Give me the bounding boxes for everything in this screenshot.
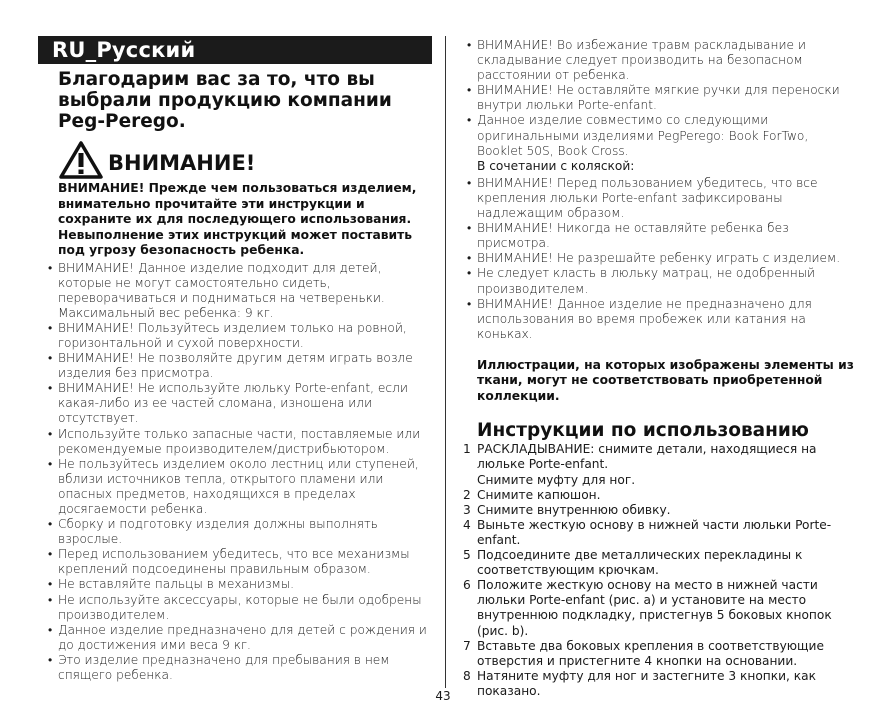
safety-item: • ВНИМАНИЕ! Перед пользованием убедитесь, что все крепления люльки Porte-enfant зафиксированы надлежащим образом. [463,176,855,221]
safety-list [38,261,436,684]
step-number: 7 [463,638,471,653]
step-text: Натяните муфту для ног и застегните 3 кнопки, как показано. [477,668,816,698]
warning-intro: ВНИМАНИЕ! Прежде чем пользоваться изделием, внимательно прочитайте эти инструкции и сохраните их для последующего использования. Невыполнение этих инструкций может поставить под угрозу безопасность ребенка. [58,181,417,257]
step-item [463,518,855,548]
step-item [463,488,855,503]
step-number: 4 [463,517,471,532]
safety-item: • Используйте только запасные части, поставляемые или рекомендуемые производителем/дистрибьютором. [38,427,436,457]
step-item [463,578,855,638]
safety-item: • Не вставляйте пальцы в механизмы. [38,577,436,592]
step-item [463,473,855,488]
step-text: РАСКЛАДЫВАНИЕ: снимите детали, находящиеся на люльке Porte-enfant. [477,442,817,472]
safety-item: • Это изделие предназначено для пребывания в нем спящего ребенка. [38,653,436,683]
step-text: Подсоедините две металлических перекладины к соответствующим крючкам. [477,548,803,578]
safety-item: • Перед использованием убедитесь, что все механизмы креплений подсоединены правильным образом. [38,547,436,577]
safety-item: • ВНИМАНИЕ! Не позволяйте другим детям играть возле изделия без присмотра. [38,351,436,381]
warning-title: ВНИМАНИЕ! [108,151,256,175]
warning-heading [58,140,436,180]
step-item [463,548,855,578]
safety-item: • ВНИМАНИЕ! Не используйте люльку Porte-enfant, если какая-либо из ее частей сломана, изношена или отсутствует. [38,381,436,426]
step-number: 8 [463,668,471,683]
instructions-title: Инструкции по использованию [477,420,809,442]
step-item [463,442,855,472]
step-text: Снимите капюшон. [477,487,601,502]
step-number: 5 [463,548,471,563]
safety-item: • ВНИМАНИЕ! Данное изделие подходит для детей, которые не могут самостоятельно сидеть, переворачиваться и подниматься на четвереньки. Максимальный вес ребенка: 9 кг. [38,261,436,321]
step-text: Выньте жесткую основу в нижней части люльки Porte-enfant. [477,517,832,547]
fabric-note: Иллюстрации, на которых изображены элементы из ткани, могут не соответствовать приобретенной коллекции. [477,357,854,403]
safety-item: • ВНИМАНИЕ! Данное изделие не предназначено для использования во время пробежек или катания на коньках. [463,297,855,342]
thanks-heading: Благодарим вас за то, что вы выбрали продукцию компании Peg-Perego. [58,69,392,132]
right-column [463,36,855,699]
stroller-safety-list [463,176,855,342]
safety-item: • Не следует класть в люльку матрац, не одобренный производителем. [463,266,855,296]
step-text: Вставьте два боковых крепления в соответствующие отверстия и пристегните 4 кнопки на основании. [477,638,824,668]
stroller-note: В сочетании с коляской: [477,158,635,173]
language-header: RU_Русский [38,36,432,64]
step-number: 1 [463,442,471,457]
step-number: 6 [463,578,471,593]
step-text: Снимите муфту для ног. [477,472,636,487]
safety-item: • ВНИМАНИЕ! Пользуйтесь изделием только на ровной, горизонтальной и сухой поверхности. [38,321,436,351]
safety-item: • ВНИМАНИЕ! Не разрешайте ребенку играть с изделием. [463,251,855,266]
step-text: Положите жесткую основу на место в нижней части люльки Porte-enfant (рис. а) и установите на место внутреннюю подкладку, пристегнув 5 боковых кнопок (рис. b). [477,578,832,638]
safety-item: • ВНИМАНИЕ! Во избежание травм раскладывание и складывание следует производить на безопасном расстоянии от ребенка. [463,38,855,83]
safety-item: • Не используйте аксессуары, которые не были одобрены производителем. [38,593,436,623]
left-column [38,36,436,683]
step-item [463,503,855,518]
warning-triangle-icon [58,140,104,180]
step-text: Снимите внутреннюю обивку. [477,502,671,517]
column-divider [445,36,446,688]
step-item [463,639,855,669]
safety-item: • ВНИМАНИЕ! Никогда не оставляйте ребенка без присмотра. [463,221,855,251]
instruction-steps [463,442,855,699]
page-number: 43 [435,689,451,703]
safety-item: • ВНИМАНИЕ! Не оставляйте мягкие ручки для переноски внутри люльки Porte-enfant. [463,83,855,113]
safety-item: • Не пользуйтесь изделием около лестниц или ступеней, вблизи источников тепла, открытого пламени или опасных предметов, находящихся в пределах досягаемости ребенка. [38,457,436,517]
safety-list-continued [463,38,855,159]
step-number: 2 [463,487,471,502]
step-number: 3 [463,502,471,517]
safety-item: • Данное изделие предназначено для детей с рождения и до достижения ими веса 9 кг. [38,623,436,653]
safety-item: • Данное изделие совместимо со следующими оригинальными изделиями PegPerego: Book ForTwo, Booklet 50S, Book Cross. [463,113,855,158]
safety-item: • Сборку и подготовку изделия должны выполнять взрослые. [38,517,436,547]
